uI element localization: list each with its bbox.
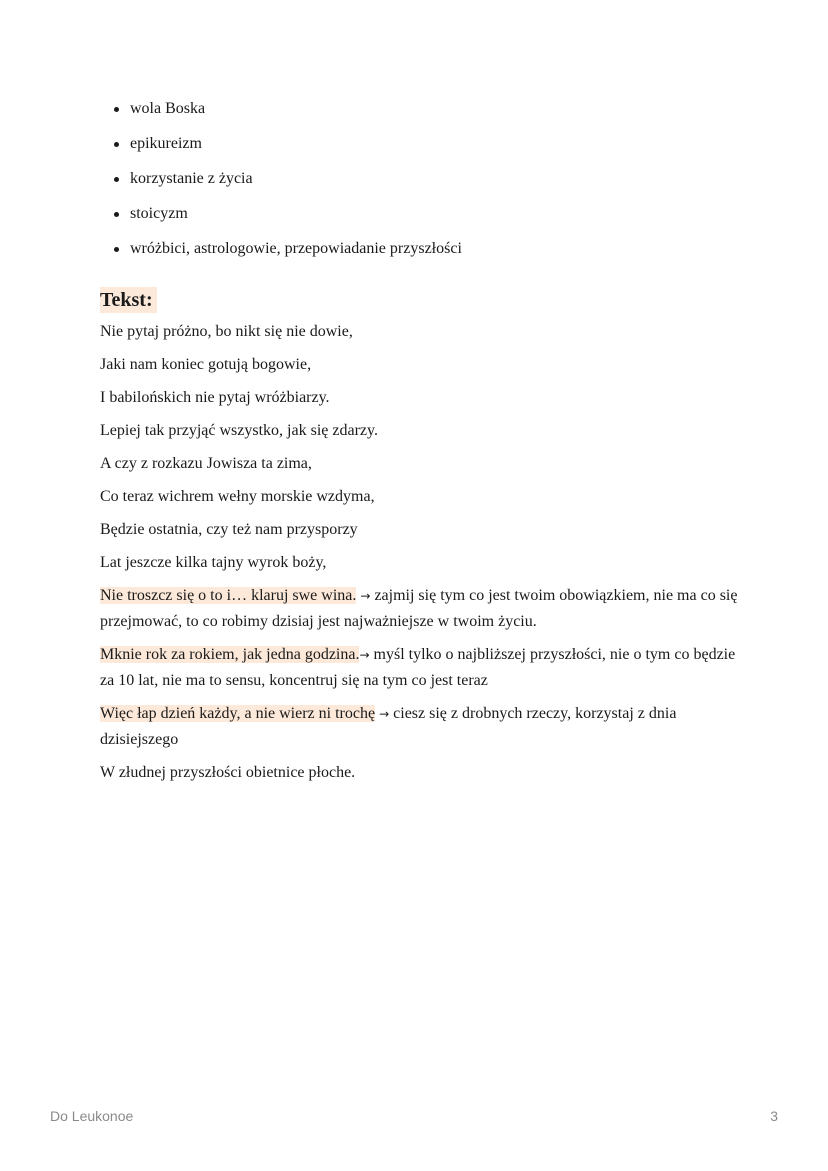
poem-line: Nie pytaj próżno, bo nikt się nie dowie, xyxy=(100,323,353,340)
annotated-line xyxy=(100,701,740,752)
poem-line: Lat jeszcze kilka tajny wyrok boży, xyxy=(100,554,327,571)
list-item-text: stoicyzm xyxy=(130,205,188,222)
bullet-icon xyxy=(114,212,119,217)
arrow-right-icon: → xyxy=(359,648,370,662)
highlighted-verse: Więc łap dzień każdy, a nie wierz ni trochę xyxy=(100,705,376,722)
list-item-text: epikureizm xyxy=(130,135,202,152)
poem-line: Jaki nam koniec gotują bogowie, xyxy=(100,356,312,373)
page-number: 3 xyxy=(770,1108,778,1124)
poem-line: Lepiej tak przyjąć wszystko, jak się zdarzy. xyxy=(100,422,378,439)
poem-text xyxy=(100,319,740,785)
arrow-right-icon: → xyxy=(379,707,390,721)
poem-line: Co teraz wichrem wełny morskie wzdyma, xyxy=(100,488,375,505)
annotation-note: myśl tylko o najbliższej przyszłości, nie o tym co będzie za 10 lat, nie ma to sensu, koncentruj się na tym co jest teraz xyxy=(100,646,736,689)
annotation-note: ciesz się z drobnych rzeczy, korzystaj z dnia dzisiejszego xyxy=(100,705,677,748)
poem-line: W złudnej przyszłości obietnice płoche. xyxy=(100,764,356,781)
list-item-text: wola Boska xyxy=(130,100,206,117)
list-item xyxy=(100,238,740,260)
annotated-line xyxy=(100,583,740,634)
arrow-right-icon: → xyxy=(360,589,371,603)
list-item-text: korzystanie z życia xyxy=(130,170,253,187)
topics-list xyxy=(100,98,740,260)
annotation-note: zajmij się tym co jest twoim obowiązkiem, nie ma co się przejmować, to co robimy dzisiaj jest najważniejsze w twoim życiu. xyxy=(100,587,738,630)
bullet-icon xyxy=(114,107,119,112)
annotated-line xyxy=(100,642,740,693)
highlighted-verse: Mknie rok za rokiem, jak jedna godzina. xyxy=(100,646,360,663)
bullet-icon xyxy=(114,177,119,182)
section-heading: Tekst: xyxy=(100,287,157,313)
bullet-icon xyxy=(114,142,119,147)
list-item xyxy=(100,168,740,190)
list-item xyxy=(100,98,740,120)
poem-line: Będzie ostatnia, czy też nam przysporzy xyxy=(100,521,358,538)
poem-line: I babilońskich nie pytaj wróżbiarzy. xyxy=(100,389,330,406)
list-item-text: wróżbici, astrologowie, przepowiadanie przyszłości xyxy=(130,240,462,257)
footer-title: Do Leukonoe xyxy=(50,1108,134,1124)
list-item xyxy=(100,203,740,225)
poem-line: A czy z rozkazu Jowisza ta zima, xyxy=(100,455,312,472)
bullet-icon xyxy=(114,247,119,252)
list-item xyxy=(100,133,740,155)
page-content xyxy=(100,98,740,793)
highlighted-verse: Nie troszcz się o to i… klaruj swe wina. xyxy=(100,587,357,604)
